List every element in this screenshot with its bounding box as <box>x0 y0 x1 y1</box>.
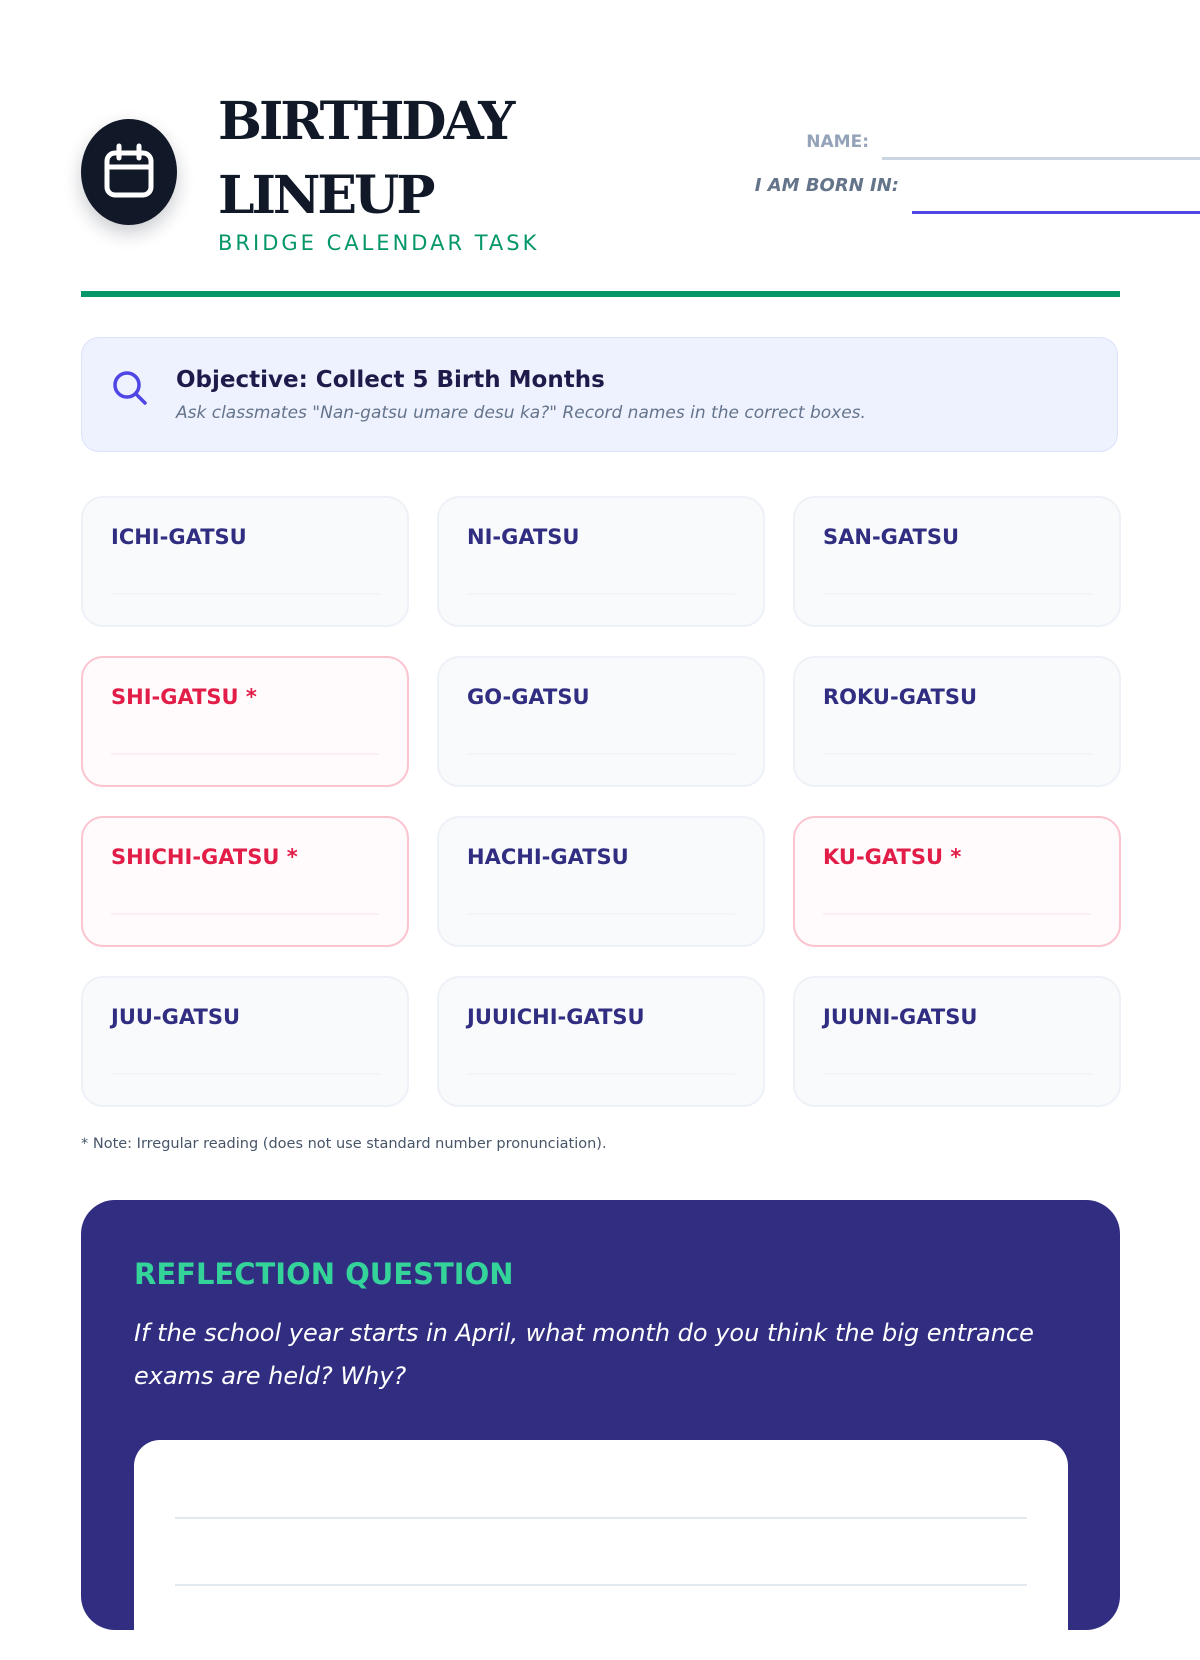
name-field[interactable] <box>882 157 1200 160</box>
month-label: HACHI-GATSU <box>467 845 629 869</box>
answer-box[interactable] <box>134 1440 1068 1660</box>
name-entry-line[interactable] <box>111 913 379 915</box>
reflection-question: If the school year starts in April, what month do you think the big entrance exams are held? Why? <box>134 1319 1034 1390</box>
month-card[interactable] <box>793 496 1121 627</box>
month-card[interactable] <box>793 656 1121 787</box>
page-title-line-2: LINEUP <box>218 165 433 226</box>
answer-line <box>175 1517 1027 1519</box>
month-label: KU-GATSU * <box>823 845 962 869</box>
header-divider <box>81 291 1120 297</box>
irregular-note: * Note: Irregular reading (does not use standard number pronunciation). <box>81 1136 607 1152</box>
reflection-panel <box>81 1200 1120 1630</box>
name-entry-line[interactable] <box>823 753 1091 755</box>
search-icon <box>110 368 150 408</box>
month-card[interactable] <box>793 976 1121 1107</box>
month-label: NI-GATSU <box>467 525 580 549</box>
month-card[interactable] <box>81 816 409 947</box>
answer-line <box>175 1584 1027 1586</box>
month-card[interactable] <box>81 976 409 1107</box>
name-entry-line[interactable] <box>467 753 735 755</box>
page-subtitle: BRIDGE CALENDAR TASK <box>218 231 540 255</box>
objective-title: Objective: Collect 5 Birth Months <box>176 367 605 393</box>
month-label: SAN-GATSU <box>823 525 960 549</box>
name-entry-line[interactable] <box>467 913 735 915</box>
name-entry-line[interactable] <box>823 913 1091 915</box>
born-month-field[interactable] <box>912 211 1200 214</box>
month-card[interactable] <box>437 976 765 1107</box>
logo-badge <box>81 119 177 225</box>
name-label: NAME: <box>806 132 869 152</box>
month-card[interactable] <box>81 496 409 627</box>
month-card[interactable] <box>437 656 765 787</box>
month-label: SHI-GATSU * <box>111 685 257 709</box>
month-label: GO-GATSU <box>467 685 590 709</box>
calendar-icon <box>102 143 156 201</box>
month-label: ROKU-GATSU <box>823 685 978 709</box>
born-label: I AM BORN IN: <box>754 175 899 196</box>
objective-box <box>81 337 1118 452</box>
month-card[interactable] <box>437 816 765 947</box>
header <box>81 0 1120 300</box>
month-card[interactable] <box>81 656 409 787</box>
name-entry-line[interactable] <box>823 1073 1091 1075</box>
month-label: ICHI-GATSU <box>111 525 247 549</box>
name-entry-line[interactable] <box>823 593 1091 595</box>
name-entry-line[interactable] <box>111 1073 379 1075</box>
month-card[interactable] <box>793 816 1121 947</box>
name-entry-line[interactable] <box>467 1073 735 1075</box>
reflection-title: REFLECTION QUESTION <box>134 1257 514 1291</box>
month-label: JUUNI-GATSU <box>823 1005 978 1029</box>
page-title-line-1: BIRTHDAY <box>218 91 513 152</box>
month-card[interactable] <box>437 496 765 627</box>
name-entry-line[interactable] <box>111 753 379 755</box>
month-label: JUU-GATSU <box>111 1005 240 1029</box>
month-label: JUUICHI-GATSU <box>467 1005 645 1029</box>
month-label: SHICHI-GATSU * <box>111 845 298 869</box>
worksheet-page <box>81 0 1120 1600</box>
objective-instructions: Ask classmates "Nan-gatsu umare desu ka?" Record names in the correct boxes. <box>176 403 866 423</box>
name-entry-line[interactable] <box>111 593 379 595</box>
name-entry-line[interactable] <box>467 593 735 595</box>
